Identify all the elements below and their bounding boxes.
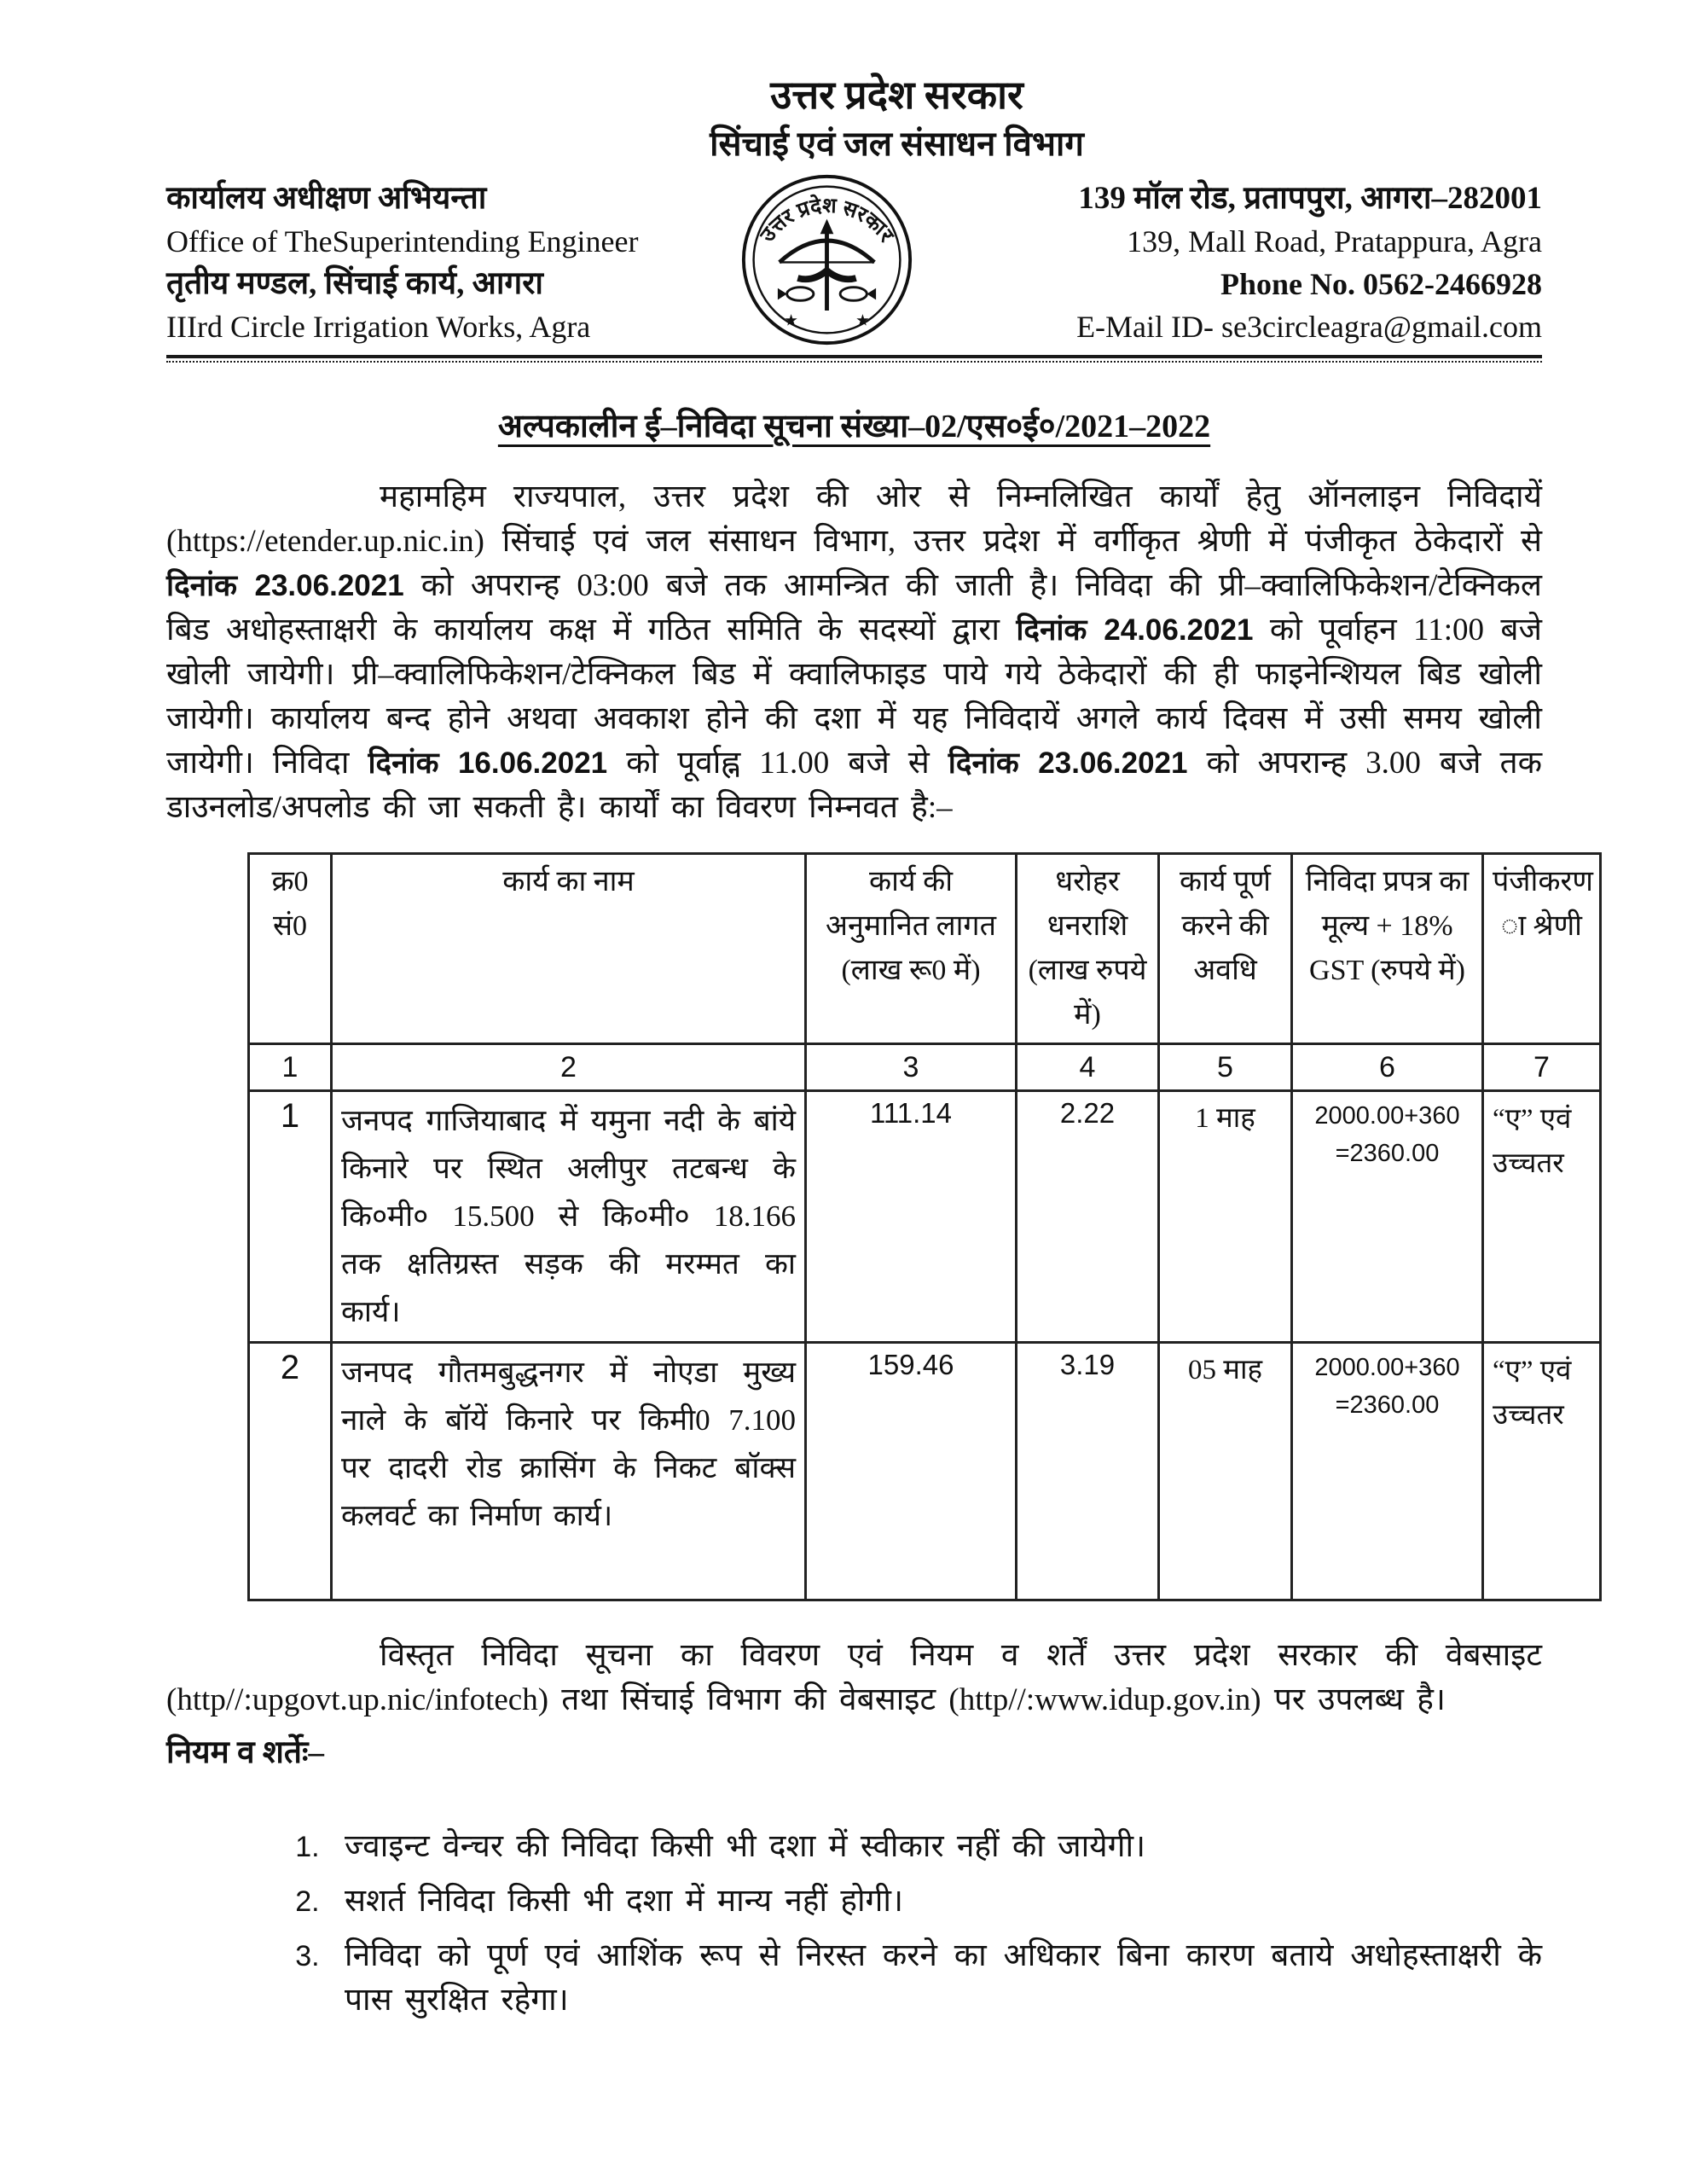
address-english: 139, Mall Road, Pratappura, Agra [1127, 224, 1542, 258]
cell-serial-no: 1 [249, 1091, 332, 1343]
circle-name-hindi: तृतीय मण्डल, सिंचाई कार्य, आगरा [166, 266, 543, 301]
office-name-english: Office of TheSuperintending Engineer [166, 224, 639, 258]
col-number: 5 [1159, 1044, 1292, 1091]
table-row [249, 1343, 1601, 1600]
intro-text: को अपरान्ह 3.00 बजे तक डाउनलोड/अपलोड की जा सकती है। कार्यों का विवरण निम्नवत है:– [166, 746, 1543, 825]
works-table [247, 852, 1602, 1601]
bid-submission-date: दिनांक 23.06.2021 [166, 569, 404, 602]
header-work-name: कार्य का नाम [332, 854, 806, 1044]
intro-text: को पूर्वाह्न 11.00 बजे से [607, 746, 948, 781]
department-title: सिंचाई एवं जल संसाधन विभाग [710, 125, 1084, 163]
address-hindi: 139 मॉल रोड, प्रतापपुरा, आगरा–282001 [1078, 181, 1542, 216]
cell-cost: 111.14 [806, 1091, 1017, 1343]
header-divider [166, 355, 1542, 363]
col-number: 3 [806, 1044, 1017, 1091]
term-item: 2. सशर्त निविदा किसी भी दशा में मान्य नहीं होगी। [333, 1879, 1542, 1924]
header-tender-form-cost: निविदा प्रपत्र का मूल्य + 18% GST (रुपये में) [1292, 854, 1483, 1044]
svg-text:★: ★ [855, 311, 870, 330]
term-item: 1. ज्वाइन्ट वेन्चर की निविदा किसी भी दशा में स्वीकार नहीं की जायेगी। [333, 1825, 1542, 1869]
up-government-emblem [739, 172, 919, 351]
cell-category: “ए” एवं उच्चतर [1483, 1091, 1601, 1343]
cell-work-name: जनपद गौतमबुद्धनगर में नोएडा मुख्य नाले के बॉयें किनारे पर किमी0 7.100 पर दादरी रोड क्रासिंग के निकट बॉक्स कलवर्ट का निर्माण कार्य। [332, 1343, 806, 1600]
intro-text: को अपरान्ह 03:00 बजे तक आमन्त्रित की जाती है। निविदा की प्री–क्वालिफिकेशन/टेक्निकल बिड अधोहस्ताक्षरी के कार्यालय कक्ष में गठित समिति के सदस्यों द्वारा [166, 568, 1543, 648]
col-number: 7 [1483, 1044, 1601, 1091]
bid-opening-date: दिनांक 24.06.2021 [1016, 613, 1254, 647]
notice-title: अल्पकालीन ई–निविदा सूचना संख्या–02/एस०ई०/2021–2022 [497, 409, 1211, 444]
cell-period: 1 माह [1159, 1091, 1292, 1343]
notice-intro-paragraph [166, 475, 1542, 830]
cell-serial-no: 2 [249, 1343, 332, 1600]
terms-heading: नियम व शर्तेः– [166, 1735, 324, 1770]
table-header-row [249, 854, 1601, 1044]
office-name-hindi: कार्यालय अधीक्षण अभियन्ता [166, 181, 487, 216]
cell-period: 05 माह [1159, 1343, 1292, 1600]
header-completion-period: कार्य पूर्ण करने की अवधि [1159, 854, 1292, 1044]
office-block [166, 177, 712, 348]
intro-text: महामहिम राज्यपाल, उत्तर प्रदेश की ओर से निम्नलिखित कार्यों हेतु ऑनलाइन निविदायें (https://etender.up.nic.in) सिंचाई एवं जल संसाधन विभाग, उत्तर प्रदेश में वर्गीकृत श्रेणी में पंजीकृत ठेकेदारों से [166, 479, 1542, 559]
header-registration-category: पंजीकरण ा श्रेणी [1483, 854, 1601, 1044]
table-row [249, 1091, 1601, 1343]
phone-number: Phone No. 0562-2466928 [1220, 267, 1542, 301]
column-number-row [249, 1044, 1601, 1091]
cell-category: “ए” एवं उच्चतर [1483, 1343, 1601, 1600]
cell-cost: 159.46 [806, 1343, 1017, 1600]
download-start-date: दिनांक 16.06.2021 [368, 746, 608, 780]
col-number: 2 [332, 1044, 806, 1091]
col-number: 1 [249, 1044, 332, 1091]
header-estimated-cost: कार्य की अनुमानित लागत (लाख रू0 में) [806, 854, 1017, 1044]
email-address: E-Mail ID- se3circleagra@gmail.com [1076, 310, 1542, 344]
header-earnest-money: धरोहर धनराशि (लाख रुपये में) [1017, 854, 1159, 1044]
col-number: 4 [1017, 1044, 1159, 1091]
cell-earnest-money: 3.19 [1017, 1343, 1159, 1600]
term-item: 3. निविदा को पूर्ण एवं आशिंक रूप से निरस्त करने का अधिकार बिना कारण बताये अधोहस्ताक्षरी के पास सुरक्षित रहेगा। [333, 1934, 1542, 2023]
download-end-date: दिनांक 23.06.2021 [948, 746, 1188, 780]
cell-earnest-money: 2.22 [1017, 1091, 1159, 1343]
intro-text: को पूर्वाहन 11:00 बजे खोली जायेगी। प्री–क्वालिफिकेशन/टेक्निकल बिड में क्वालिफाइड पाये गये ठेकेदारों की ही फाइनेन्शियल बिड खोली जायेगी। कार्यालय बन्द होने अथवा अवकाश होने की दशा में यह निविदायें अगले कार्य दिवस में उसी समय खोली जायेगी। निविदा [166, 613, 1543, 781]
cell-form-cost: 2000.00+360 =2360.00 [1292, 1091, 1483, 1343]
letterhead [166, 70, 1542, 363]
government-title: उत्तर प्रदेश सरकार [770, 73, 1023, 117]
cell-work-name: जनपद गाजियाबाद में यमुना नदी के बांये किनारे पर स्थित अलीपुर तटबन्ध के कि०मी० 15.500 से कि०मी० 18.166 तक क्षतिग्रस्त सड़क की मरम्मत का कार्य। [332, 1091, 806, 1343]
website-info-paragraph: विस्तृत निविदा सूचना का विवरण एवं नियम व शर्तें उत्तर प्रदेश सरकार की वेबसाइट (http//:upgovt.up.nic/infotech) तथा सिंचाई विभाग की वेबसाइट (http//:www.idup.gov.in) पर उपलब्ध है। [166, 1638, 1542, 1717]
contact-block [945, 177, 1542, 348]
letterhead-row [166, 177, 1542, 351]
terms-list [333, 1825, 1542, 2023]
header-serial-no: क्र0 सं0 [249, 854, 332, 1044]
emblem-arc-text: उत्तर प्रदेश सरकार [755, 194, 898, 247]
svg-text:★: ★ [783, 311, 798, 330]
col-number: 6 [1292, 1044, 1483, 1091]
cell-form-cost: 2000.00+360 =2360.00 [1292, 1343, 1483, 1600]
circle-name-english: IIIrd Circle Irrigation Works, Agra [166, 310, 591, 344]
